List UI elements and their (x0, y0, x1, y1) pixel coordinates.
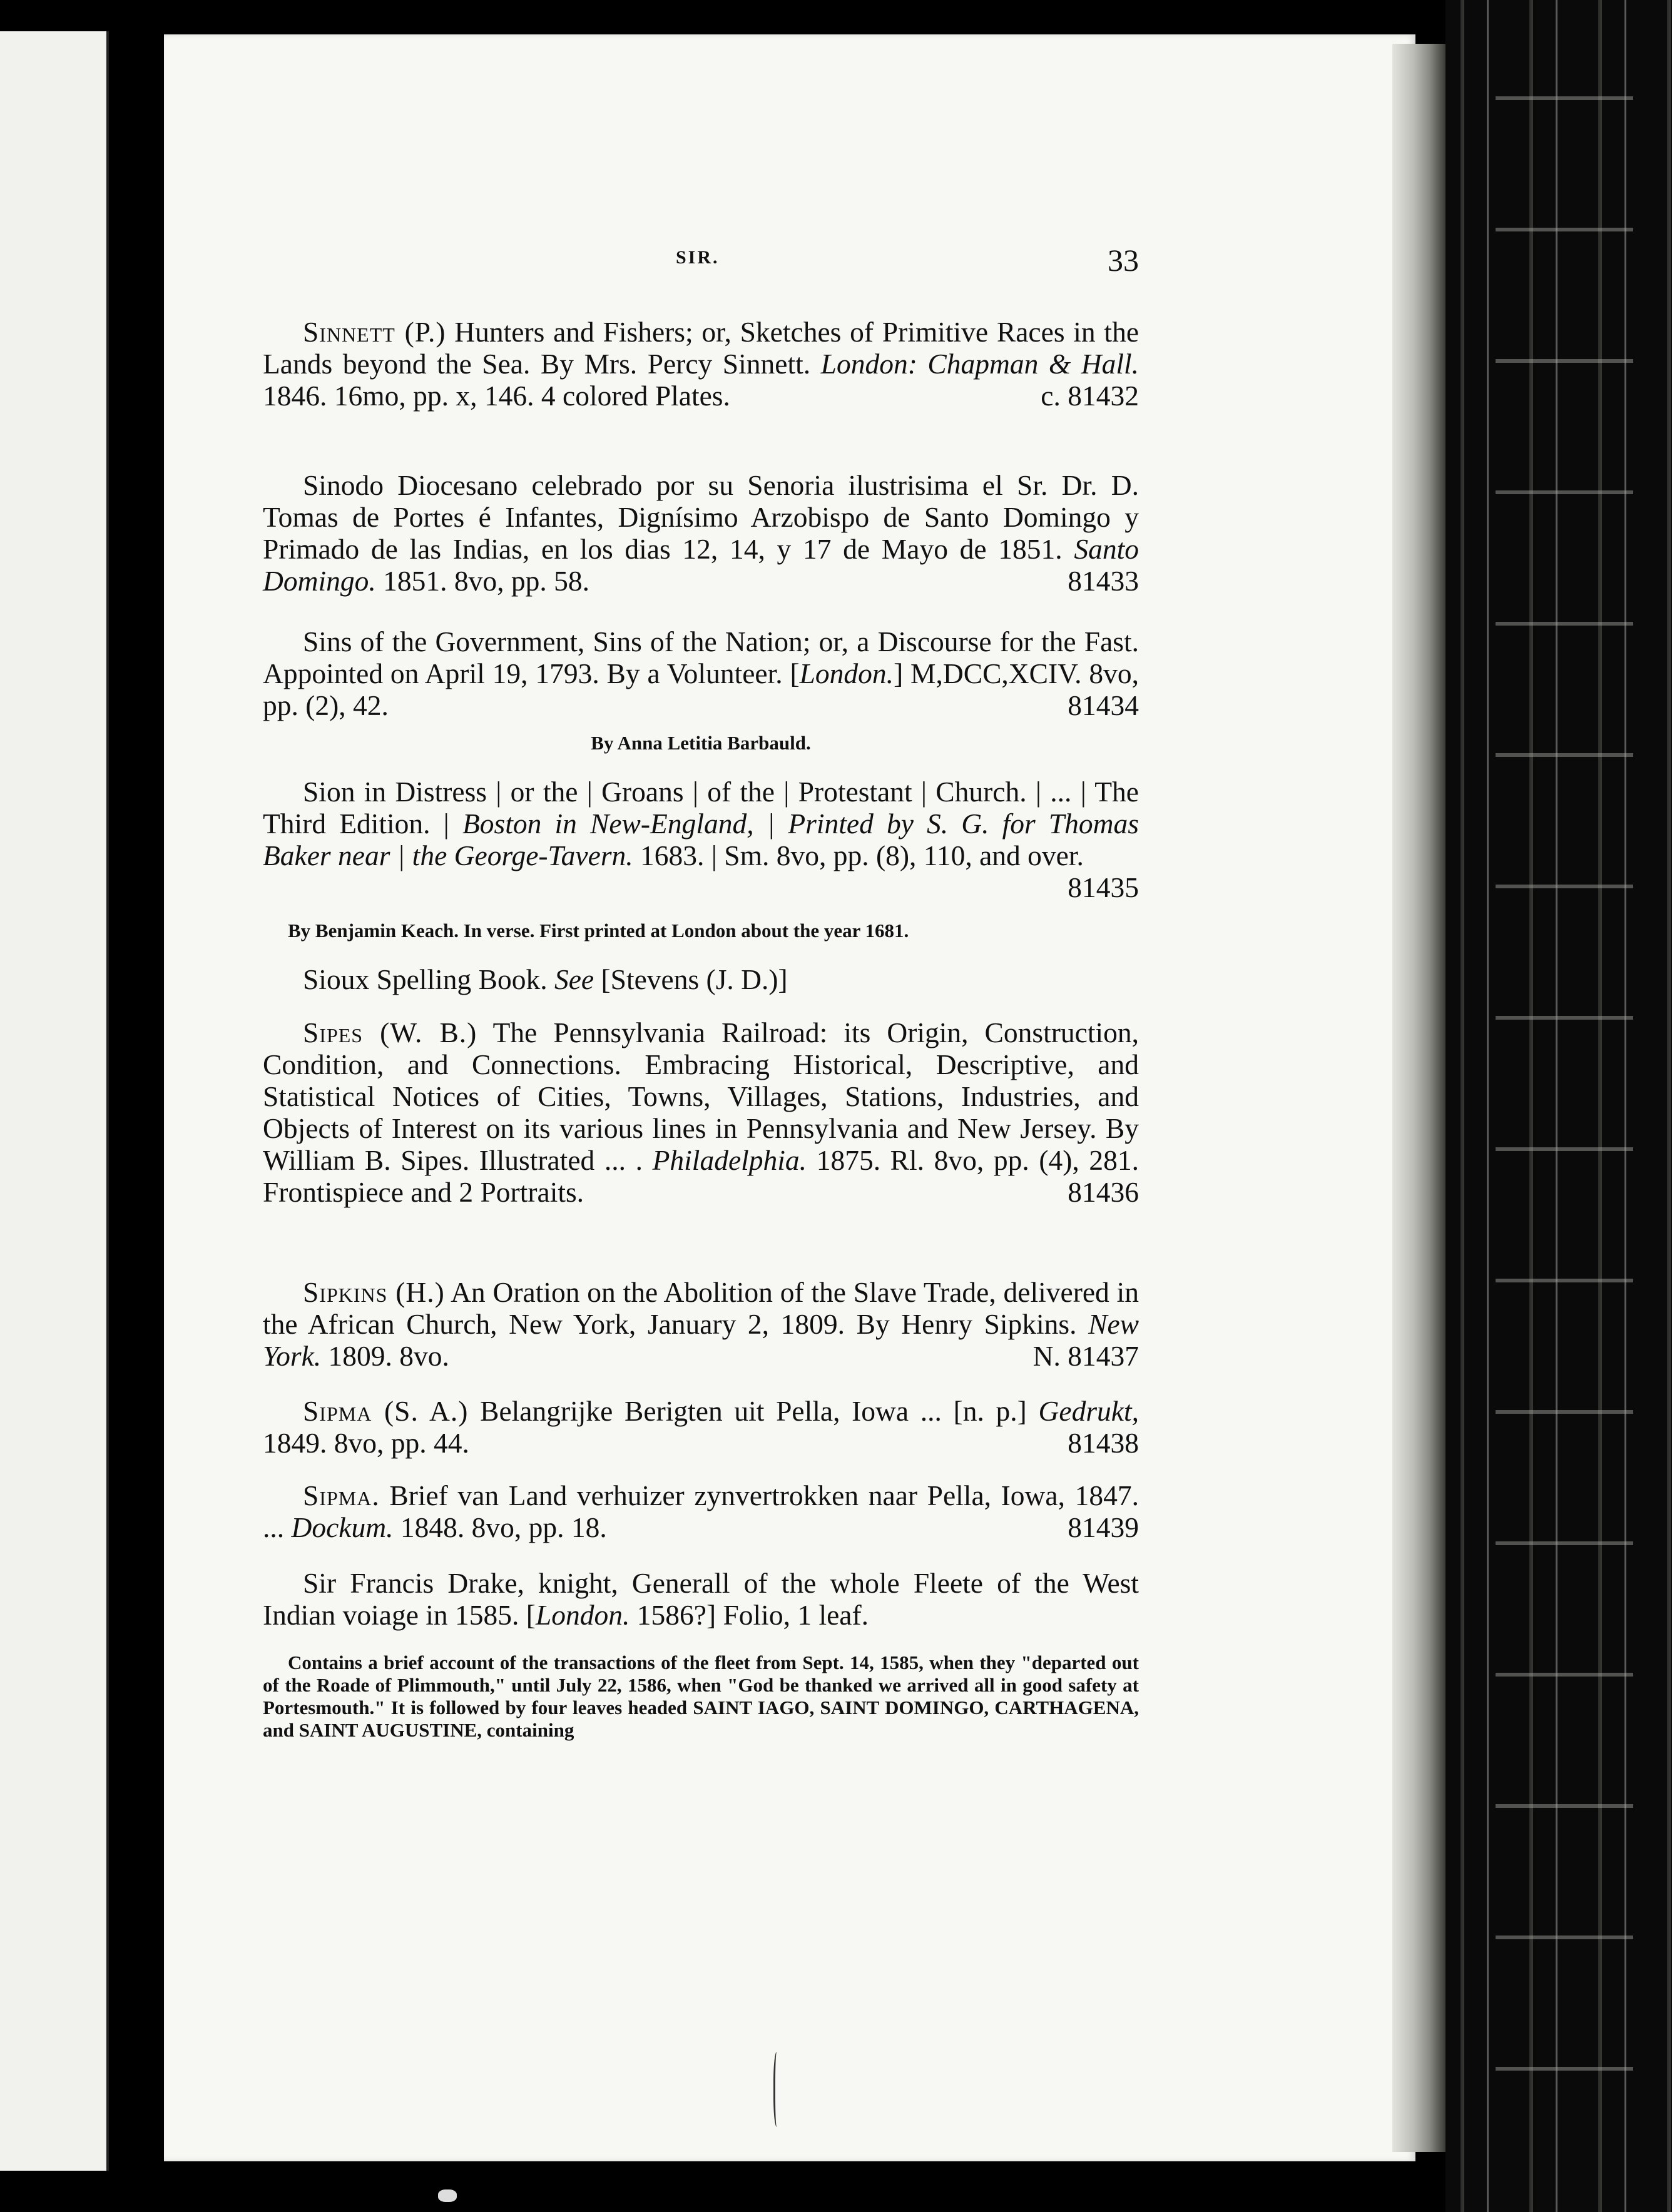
entry-number: N. 81437 (1032, 1340, 1139, 1372)
catalog-entry (263, 963, 1139, 995)
facing-page-edge (0, 31, 109, 2171)
catalog-entry (263, 1395, 1139, 1459)
entry-text: Belangrijke Berigten uit Pella, Iowa ... [n. p.] (480, 1395, 1027, 1427)
entry-imprint: London. (535, 1599, 630, 1631)
entry-author: Sipma. (303, 1479, 380, 1511)
entry-detail: 1809. 8vo. (328, 1340, 449, 1372)
entry-detail: 1875. Rl. 8vo, pp. (4), 281. Frontispiece and 2 Portraits. (263, 1144, 1139, 1208)
catalog-entry (263, 1567, 1139, 1631)
scan-speck (438, 2189, 457, 2202)
entry-imprint: Philadelphia. (652, 1144, 807, 1176)
binding-texture (1496, 63, 1633, 2127)
catalog-entry (263, 1479, 1139, 1543)
catalog-entry (263, 626, 1139, 721)
entry-imprint: Boston in New-England, | Printed by S. G. for Thomas Baker near | the George-Tavern. (263, 808, 1139, 871)
catalog-entry (263, 1017, 1139, 1208)
entry-detail: 1586?] Folio, 1 leaf. (636, 1599, 869, 1631)
entry-detail: ] M,DCC,XCIV. 8vo, pp. (2), 42. (263, 657, 1139, 721)
catalog-entry (263, 776, 1139, 903)
entry-imprint: Gedrukt, (1038, 1395, 1139, 1427)
entry-author: Sipes (W. B.) (303, 1017, 477, 1048)
entry-text: Sir Francis Drake, knight, Generall of the whole Fleete of the West Indian voiage in 1585. [ (263, 1567, 1139, 1631)
entry-text: Sinodo Diocesano celebrado por su Senoria ilustrisima el Sr. Dr. D. Tomas de Portes é Infantes, Dignísimo Arzobispo de Santo Domingo y Primado de las Indias, en los dias 12, 14, y 17 de Mayo de 1851. (263, 469, 1139, 565)
entry-imprint: Santo Domingo. (263, 533, 1139, 597)
entry-imprint: See (554, 963, 594, 995)
entry-number: 81436 (1068, 1176, 1139, 1208)
entry-imprint: New York. (263, 1308, 1139, 1372)
entry-detail: 1848. 8vo, pp. 18. (400, 1511, 607, 1543)
entry-imprint: Dockum. (291, 1511, 394, 1543)
running-head-section: SIR. (676, 247, 720, 268)
entry-text: Sion in Distress | or the | Groans | of the | Protestant | Church. | ... | The Third Edition. | (263, 776, 1139, 840)
running-head (263, 243, 1139, 285)
entry-detail: 1683. | Sm. 8vo, pp. (8), 110, and over. (640, 840, 1084, 871)
entry-text: The Pennsylvania Railroad: its Origin, Construction, Condition, and Connections. Embracing Historical, Descriptive, and Statistical Notices of Cities, Towns, Villages, Stations, Industries, and Objects of Interest on its various lines in Pennsylvania and New Jersey. By William B. Sipes. Illustrated ... . (263, 1017, 1139, 1176)
entry-number: 81439 (1068, 1511, 1139, 1543)
entry-imprint: London: Chapman & Hall. (820, 348, 1139, 380)
entry-text: Hunters and Fishers; or, Sketches of Primitive Races in the Lands beyond the Sea. By Mrs. Percy Sinnett. (263, 316, 1139, 380)
entry-text: Brief van Land verhuizer zynvertrokken naar Pella, Iowa, 1847. ... (263, 1479, 1139, 1543)
entry-text: Sins of the Government, Sins of the Nation; or, a Discourse for the Fast. Appointed on April 19, 1793. By a Volunteer. [ (263, 626, 1139, 689)
entry-number: 81438 (1068, 1427, 1139, 1459)
entry-text: Sioux Spelling Book. (303, 963, 548, 995)
catalog-entry (263, 316, 1139, 412)
entry-detail: 1846. 16mo, pp. x, 146. 4 colored Plates. (263, 380, 730, 412)
page-number: 33 (1108, 243, 1139, 278)
entry-detail: [Stevens (J. D.)] (601, 963, 788, 995)
entry-number: c. 81432 (1041, 380, 1139, 412)
entry-note: By Benjamin Keach. In verse. First printed at London about the year 1681. (288, 920, 909, 941)
entry-imprint: London. (799, 657, 894, 689)
entry-number: 81433 (1068, 565, 1139, 597)
page-fore-edge (1392, 44, 1445, 2152)
entry-author: Sinnett (P.) (303, 316, 446, 348)
entry-author: Sipma (S. A.) (303, 1395, 469, 1427)
entry-author: Sipkins (H.) (303, 1276, 445, 1308)
entry-text: An Oration on the Abolition of the Slave Trade, delivered in the African Church, New York, January 2, 1809. By Henry Sipkins. (263, 1276, 1139, 1340)
entry-detail: 1851. 8vo, pp. 58. (383, 565, 589, 597)
entry-note: By Anna Letitia Barbauld. (591, 732, 811, 754)
entry-detail: 1849. 8vo, pp. 44. (263, 1427, 469, 1459)
scan-smudge (773, 2052, 782, 2127)
entry-note: Contains a brief account of the transactions of the fleet from Sept. 14, 1585, when they "departed out of the Roade of Plimmouth," until July 22, 1586, when "God be thanked we arrived all in good safety at Portesmouth." It is followed by four leaves headed SAINT IAGO, SAINT DOMINGO, CARTHAGENA, and SAINT AUGUSTINE, containing (263, 1651, 1139, 1741)
entry-number: 81434 (1068, 689, 1139, 721)
catalog-entry (263, 469, 1139, 597)
entry-number: 81435 (1068, 871, 1139, 903)
catalog-entry (263, 1276, 1139, 1372)
